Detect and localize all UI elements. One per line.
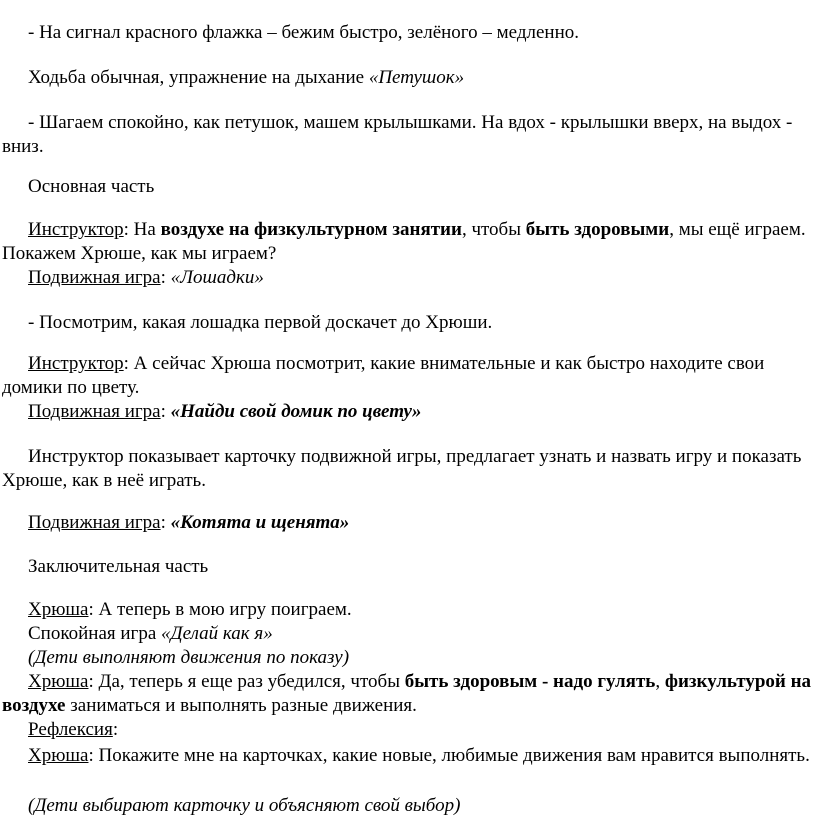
speaker-label: Хрюша [28, 599, 89, 620]
section-heading-final: Заключительная часть [28, 556, 209, 577]
paragraph-instructor-2 [2, 352, 814, 400]
paragraph-game-kittens [2, 511, 814, 535]
text-span: , [655, 671, 665, 692]
walking-text: Ходьба обычная, упражнение на дыхание [28, 67, 369, 88]
bold-phrase: быть здоровым - надо гулять [404, 671, 656, 692]
game-label: Подвижная игра [28, 512, 161, 533]
text-span: , чтобы [461, 219, 526, 240]
speaker-label: Хрюша [28, 671, 89, 692]
bold-phrase: воздухе на физкультурном занятии [160, 219, 462, 240]
paragraph-instructor-card: Инструктор показывает карточку подвижной игры, предлагает узнать и назвать игру и показать Хрюше, как в неё играть. [2, 446, 802, 491]
speaker-label: Хрюша [28, 745, 89, 766]
paragraph-instructor-1 [2, 218, 814, 266]
text-span: : [160, 267, 171, 288]
bold-phrase: физкультурой на воздухе [2, 671, 812, 716]
bold-phrase: быть здоровыми [525, 219, 670, 240]
game-name: «Делай как я» [161, 623, 273, 644]
paragraph-children-note-1: (Дети выполняют движения по показу) [28, 647, 350, 668]
paragraph-rooster: - Шагаем спокойно, как петушок, машем крылышками. На вдох - крылышки вверх, на выдох - вниз. [2, 112, 793, 157]
text-span: : [160, 512, 171, 533]
speaker-label: Инструктор [28, 219, 124, 240]
text-span: заниматься и выполнять разные движения. [65, 695, 417, 716]
text-span: : Да, теперь я еще раз убедился, чтобы [88, 671, 405, 692]
paragraph-children-note-2: (Дети выбирают карточку и объясняют свой выбор) [28, 795, 461, 816]
text-span: : [160, 401, 171, 422]
text-span: : А сейчас Хрюша посмотрит, какие внимательные и как быстро находите свои домики по цвету. [2, 353, 765, 398]
paragraph-reflection [2, 718, 814, 742]
speaker-label: Инструктор [28, 353, 124, 374]
text-span: : [112, 719, 119, 740]
paragraph-walking [2, 66, 814, 90]
text-span: Спокойная игра [28, 623, 162, 644]
paragraph-khryusha-1 [2, 598, 814, 622]
game-name: «Котята и щенята» [170, 512, 350, 533]
paragraph-signal: - На сигнал красного флажка – бежим быстро, зелёного – медленно. [28, 22, 579, 43]
paragraph-game-horses [2, 266, 814, 290]
game-name: «Найди свой домик по цвету» [170, 401, 422, 422]
paragraph-game-houses [2, 400, 814, 424]
reflection-label: Рефлексия [28, 719, 113, 740]
paragraph-khryusha-3 [2, 744, 814, 768]
text-span: : На [123, 219, 161, 240]
exercise-name: «Петушок» [368, 67, 465, 88]
text-span: , мы ещё играем. Покажем Хрюше, как мы играем? [2, 219, 806, 264]
game-label: Подвижная игра [28, 401, 161, 422]
text-span: : Покажите мне на карточках, какие новые, любимые движения вам нравится выполнять. [88, 745, 810, 766]
section-heading-main: Основная часть [28, 176, 155, 197]
game-name: «Лошадки» [170, 267, 264, 288]
text-span: : А теперь в мою игру поиграем. [88, 599, 352, 620]
paragraph-horse-race: - Посмотрим, какая лошадка первой доскачет до Хрюши. [28, 312, 493, 333]
paragraph-calm-game [2, 622, 814, 646]
paragraph-khryusha-2 [2, 670, 814, 718]
game-label: Подвижная игра [28, 267, 161, 288]
